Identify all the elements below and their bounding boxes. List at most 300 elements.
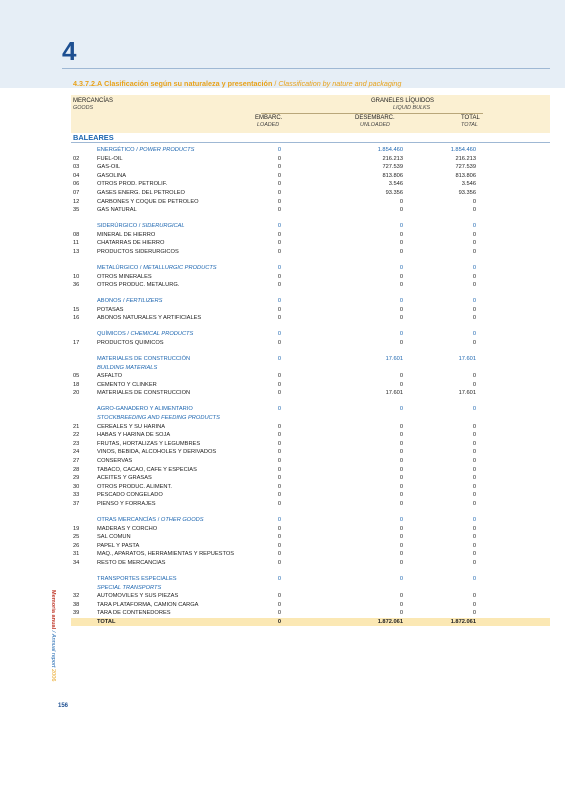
- row-code: 29: [73, 475, 80, 482]
- sidebar-year: 2006: [50, 669, 56, 682]
- cell-unloaded: 3.546: [388, 181, 403, 188]
- row-code: 37: [73, 501, 80, 507]
- category-subtitle-row: [71, 364, 550, 372]
- row-description: ACEITES Y GRASAS: [97, 475, 152, 482]
- cell-unloaded: 0: [399, 273, 403, 280]
- table-row: [71, 189, 550, 197]
- cell-total: 0: [472, 576, 476, 582]
- cell-loaded: 0: [277, 381, 281, 388]
- row-code: 08: [73, 231, 80, 238]
- table-row: [71, 457, 550, 465]
- row-description: GAS NATURAL: [97, 207, 137, 214]
- cell-unloaded: 0: [399, 298, 403, 305]
- row-description: OTROS PRODUC. METALURG.: [97, 282, 180, 289]
- cell-unloaded: 17.601: [385, 356, 403, 362]
- row-code: 31: [73, 551, 80, 558]
- cell-total: 0: [472, 265, 476, 271]
- cell-total: 0: [472, 449, 476, 456]
- row-code: 33: [73, 492, 80, 499]
- sidebar-caption: [50, 590, 56, 681]
- sidebar-slash: /: [50, 630, 56, 633]
- cell-loaded: 0: [277, 273, 281, 280]
- cell-unloaded: 0: [399, 373, 403, 380]
- header-goods-en: GOODS: [73, 105, 94, 111]
- cell-loaded: 0: [277, 440, 281, 447]
- cell-unloaded: 0: [399, 466, 403, 473]
- row-code: 30: [73, 483, 80, 490]
- row-code: 07: [73, 190, 80, 196]
- table-row: [71, 339, 550, 347]
- cell-unloaded: 0: [399, 282, 403, 289]
- cell-total: 1.854.460: [450, 147, 476, 153]
- cell-loaded: 0: [277, 306, 281, 313]
- category-label-es: MATERIALES DE CONSTRUCCIÓN: [97, 356, 191, 362]
- header-group-en: LIQUID BULKS: [393, 105, 431, 111]
- row-description: PESCADO CONGELADO: [97, 492, 163, 499]
- section-number: 4.3.7.2.A: [73, 79, 103, 88]
- cell-unloaded: 0: [399, 240, 403, 247]
- header-group-es: GRANELES LÍQUIDOS: [371, 98, 435, 104]
- table-row: [71, 559, 550, 567]
- row-description: RESTO DE MERCANCIAS: [97, 560, 166, 566]
- row-code: 20: [73, 390, 80, 397]
- category-label-es: OTRAS MERCANCÍAS: [97, 517, 157, 523]
- table-row: [71, 273, 550, 281]
- row-description: MAQ., APARATOS, HERRAMIENTAS Y REPUESTOS: [97, 551, 235, 558]
- row-code: 13: [73, 249, 80, 255]
- cell-loaded: 0: [277, 458, 281, 464]
- cell-total: 0: [472, 542, 476, 549]
- category-separator: /: [157, 517, 160, 523]
- cell-unloaded: 216.213: [382, 155, 403, 162]
- total-label: TOTAL: [97, 619, 116, 625]
- row-description: OTROS PRODUC. ALIMENT.: [97, 483, 172, 490]
- category-label: [97, 222, 185, 230]
- cell-unloaded: 0: [399, 601, 403, 608]
- cell-total: 0: [472, 475, 476, 482]
- cell-total: 727.539: [455, 164, 476, 171]
- cell-unloaded: 0: [399, 381, 403, 388]
- cell-total: 0: [472, 207, 476, 214]
- page-number: 156: [58, 703, 69, 709]
- row-code: 16: [73, 315, 80, 322]
- header-col-total-es: TOTAL: [461, 115, 480, 121]
- cell-total: 0: [472, 273, 476, 280]
- cell-total: 0: [472, 249, 476, 255]
- cell-unloaded: 813.806: [382, 172, 403, 179]
- cell-total: 0: [472, 198, 476, 205]
- cell-unloaded: 0: [399, 331, 403, 338]
- row-description: FUEL-OIL: [97, 155, 123, 162]
- row-description: TARA PLATAFORMA, CAMION CARGA: [97, 601, 199, 608]
- row-code: 39: [73, 610, 80, 617]
- cell-total: 0: [472, 483, 476, 490]
- cell-unloaded: 0: [399, 249, 403, 255]
- cell-unloaded: 0: [399, 432, 403, 439]
- category-subtitle-row: [71, 414, 550, 422]
- cell-unloaded: 0: [399, 406, 403, 413]
- row-description: TABACO, CACAO, CAFE Y ESPECIAS: [97, 466, 197, 473]
- cell-loaded: 0: [277, 164, 281, 171]
- cell-total: 0: [472, 240, 476, 247]
- table-row: [71, 474, 550, 482]
- table-row: [71, 448, 550, 456]
- cell-total: 0: [472, 525, 476, 532]
- cell-loaded: 0: [277, 190, 281, 196]
- table-row: [71, 500, 550, 508]
- row-code: 17: [73, 340, 80, 346]
- cell-unloaded: 1.872.061: [377, 619, 403, 625]
- row-description: STOCKBREEDING AND FEEDING PRODUCTS: [97, 415, 220, 421]
- cell-unloaded: 0: [399, 593, 403, 600]
- cell-loaded: 0: [277, 249, 281, 255]
- cell-total: 0: [472, 298, 476, 305]
- row-code: 26: [73, 542, 80, 549]
- row-code: 02: [73, 155, 80, 162]
- header-col-loaded-es: EMBARC.: [255, 115, 283, 121]
- row-description: POTASAS: [97, 306, 124, 313]
- cell-loaded: 0: [277, 265, 281, 271]
- category-label: [97, 405, 193, 413]
- cell-unloaded: 0: [399, 340, 403, 346]
- category-row: [71, 146, 550, 154]
- cell-loaded: 0: [277, 449, 281, 456]
- cell-unloaded: 0: [399, 223, 403, 230]
- row-description: AUTOMOVILES Y SUS PIEZAS: [97, 593, 179, 600]
- row-description: MATERIALES DE CONSTRUCCION: [97, 390, 191, 397]
- row-description: ABONOS NATURALES Y ARTIFICIALES: [97, 315, 202, 322]
- table-row: [71, 609, 550, 617]
- cell-loaded: 0: [277, 240, 281, 247]
- row-description: SAL COMUN: [97, 534, 131, 541]
- table-row: [71, 440, 550, 448]
- row-code: 35: [73, 207, 80, 214]
- cell-loaded: 0: [277, 483, 281, 490]
- row-description: MADERAS Y CORCHO: [97, 525, 158, 532]
- table-row: [71, 601, 550, 609]
- row-description: HABAS Y HARINA DE SOJA: [97, 432, 171, 439]
- table-row: [71, 239, 550, 247]
- row-description: MINERAL DE HIERRO: [97, 231, 156, 238]
- cell-total: 17.601: [458, 356, 476, 362]
- category-row: [71, 222, 550, 230]
- cell-total: 0: [472, 306, 476, 313]
- category-separator: /: [139, 265, 142, 271]
- cell-loaded: 0: [277, 223, 281, 230]
- cell-total: 0: [472, 223, 476, 230]
- cell-loaded: 0: [277, 298, 281, 305]
- table-row: [71, 423, 550, 431]
- table-row: [71, 491, 550, 499]
- cell-unloaded: 0: [399, 610, 403, 617]
- cell-loaded: 0: [277, 331, 281, 338]
- cell-unloaded: 0: [399, 315, 403, 322]
- cell-total: 0: [472, 282, 476, 289]
- cell-loaded: 0: [277, 551, 281, 558]
- row-code: 32: [73, 593, 80, 600]
- cell-unloaded: 0: [399, 534, 403, 541]
- cell-loaded: 0: [277, 517, 281, 523]
- category-label-en: SIDERURGICAL: [141, 223, 185, 230]
- cell-unloaded: 0: [399, 440, 403, 447]
- header-col-total-en: TOTAL: [461, 122, 478, 128]
- cell-unloaded: 0: [399, 542, 403, 549]
- row-code: 06: [73, 181, 80, 188]
- category-subtitle-row: [71, 584, 550, 592]
- row-code: 12: [73, 198, 80, 205]
- row-description: PIENSO Y FORRAJES: [97, 501, 156, 507]
- cell-total: 0: [472, 423, 476, 430]
- category-row: [71, 330, 550, 338]
- cell-unloaded: 93.356: [385, 190, 403, 196]
- cell-unloaded: 0: [399, 501, 403, 507]
- row-description: PRODUCTOS QUIMICOS: [97, 340, 164, 346]
- row-description: FRUTAS, HORTALIZAS Y LEGUMBRES: [97, 440, 201, 447]
- cell-total: 216.213: [455, 155, 476, 162]
- category-separator: /: [136, 147, 138, 153]
- row-description: OTROS PROD. PETROLIF.: [97, 181, 168, 188]
- category-label: [97, 355, 190, 363]
- category-row: [71, 355, 550, 363]
- cell-loaded: 0: [277, 198, 281, 205]
- category-label: [97, 146, 194, 154]
- category-label-en: POWER PRODUCTS: [139, 147, 195, 153]
- category-label-es: QUÍMICOS: [97, 331, 126, 338]
- cell-unloaded: 0: [399, 576, 403, 582]
- cell-loaded: 0: [277, 542, 281, 549]
- category-label-en: METALLURGIC PRODUCTS: [143, 265, 217, 271]
- cell-loaded: 0: [277, 172, 281, 179]
- row-description: VINOS, BEBIDA, ALCOHOLES Y DERIVADOS: [97, 449, 217, 456]
- cell-loaded: 0: [277, 231, 281, 238]
- section-separator: /: [274, 79, 277, 88]
- table-row: [71, 155, 550, 163]
- cell-unloaded: 0: [399, 517, 403, 523]
- cell-total: 0: [472, 381, 476, 388]
- cell-loaded: 0: [277, 155, 281, 162]
- cell-total: 0: [472, 406, 476, 413]
- cell-total: 0: [472, 315, 476, 322]
- row-code: 03: [73, 164, 80, 171]
- cell-loaded: 0: [277, 576, 281, 582]
- cell-loaded: 0: [277, 181, 281, 188]
- row-code: 38: [73, 601, 80, 608]
- cell-loaded: 0: [277, 315, 281, 322]
- row-code: 27: [73, 458, 80, 464]
- category-row: [71, 516, 550, 524]
- row-code: 19: [73, 525, 80, 532]
- category-label: [97, 264, 217, 272]
- row-code: 18: [73, 381, 80, 388]
- cell-unloaded: 1.854.460: [377, 147, 403, 153]
- cell-unloaded: 0: [399, 198, 403, 205]
- category-label: [97, 297, 162, 305]
- cell-total: 17.601: [458, 390, 476, 397]
- cell-loaded: 0: [277, 619, 281, 625]
- cell-unloaded: 0: [399, 551, 403, 558]
- category-label-es: SIDERÚRGICO: [97, 223, 138, 230]
- cell-loaded: 0: [277, 560, 281, 566]
- cell-loaded: 0: [277, 423, 281, 430]
- row-description: TARA DE CONTENEDORES: [97, 610, 171, 617]
- cell-loaded: 0: [277, 406, 281, 413]
- cell-total: 93.356: [458, 190, 476, 196]
- category-row: [71, 575, 550, 583]
- row-code: 21: [73, 423, 80, 430]
- category-label-en: CHEMICAL PRODUCTS: [130, 331, 194, 338]
- table-row: [71, 248, 550, 256]
- cell-loaded: 0: [277, 390, 281, 397]
- row-code: 24: [73, 449, 80, 456]
- cell-loaded: 0: [277, 525, 281, 532]
- table-row: [71, 180, 550, 188]
- table-row: [71, 466, 550, 474]
- row-description: SPECIAL TRANSPORTS: [97, 584, 162, 591]
- row-description: CEREALES Y SU HARINA: [97, 423, 166, 430]
- category-separator: /: [127, 331, 129, 338]
- cell-total: 0: [472, 331, 476, 338]
- row-code: 36: [73, 282, 80, 289]
- cell-total: 0: [472, 340, 476, 346]
- row-description: GASOLINA: [97, 172, 127, 179]
- header-goods-es: MERCANCÍAS: [73, 98, 114, 104]
- cell-loaded: 0: [277, 610, 281, 617]
- row-code: 25: [73, 534, 80, 541]
- row-description: CARBONES Y COQUE DE PETROLEO: [97, 198, 199, 205]
- category-row: [71, 405, 550, 413]
- sidebar-memoria: Memoria anual: [50, 590, 56, 630]
- cell-loaded: 0: [277, 593, 281, 600]
- table-row: [71, 550, 550, 558]
- cell-total: 0: [472, 593, 476, 600]
- cell-unloaded: 0: [399, 306, 403, 313]
- cell-unloaded: 0: [399, 231, 403, 238]
- cell-total: 0: [472, 440, 476, 447]
- row-description: GASES ENERG. DEL PETROLEO: [97, 190, 185, 196]
- cell-total: 0: [472, 458, 476, 464]
- category-label-es: AGRO-GANADERO Y ALIMENTARIO: [97, 406, 193, 413]
- cell-loaded: 0: [277, 282, 281, 289]
- row-description: OTROS MINERALES: [97, 273, 152, 280]
- chapter-number: 4: [62, 36, 77, 66]
- table-row: [71, 592, 550, 600]
- cell-total: 0: [472, 560, 476, 566]
- table-row: [71, 314, 550, 322]
- cell-unloaded: 0: [399, 207, 403, 214]
- category-row: [71, 297, 550, 305]
- cell-total: 0: [472, 231, 476, 238]
- table-row: [71, 231, 550, 239]
- row-code: 11: [73, 240, 79, 247]
- category-label-en: FERTILIZERS: [126, 298, 163, 305]
- cell-loaded: 0: [277, 373, 281, 380]
- cell-total: 0: [472, 373, 476, 380]
- category-label: [97, 330, 193, 338]
- table-row: [71, 525, 550, 533]
- row-description: CEMENTO Y CLINKER: [97, 381, 157, 388]
- cell-unloaded: 17.601: [385, 390, 403, 397]
- cell-loaded: 0: [277, 432, 281, 439]
- table-row: [71, 306, 550, 314]
- cell-total: 0: [472, 610, 476, 617]
- row-description: GAS-OIL: [97, 164, 121, 171]
- category-separator: /: [122, 298, 125, 305]
- header-col-unloaded-en: UNLOADED: [360, 122, 390, 128]
- row-description: BUILDING MATERIALS: [97, 364, 158, 371]
- cell-unloaded: 0: [399, 449, 403, 456]
- row-description: PRODUCTOS SIDERURGICOS: [97, 249, 179, 255]
- row-description: CHATARRAS DE HIERRO: [97, 240, 165, 247]
- section-title-en: Classification by nature and packaging: [278, 79, 402, 88]
- cell-loaded: 0: [277, 534, 281, 541]
- table-row: [71, 372, 550, 380]
- cell-total: 0: [472, 517, 476, 523]
- total-row: [71, 618, 550, 626]
- cell-unloaded: 0: [399, 475, 403, 482]
- table-row: [71, 483, 550, 491]
- cell-unloaded: 727.539: [382, 164, 403, 171]
- table-row: [71, 163, 550, 171]
- table-row: [71, 542, 550, 550]
- row-code: 04: [73, 172, 80, 179]
- cell-total: 0: [472, 432, 476, 439]
- cell-total: 0: [472, 551, 476, 558]
- row-description: PAPEL Y PASTA: [97, 542, 140, 549]
- table-row: [71, 533, 550, 541]
- table-row: [71, 281, 550, 289]
- header-col-unloaded-es: DESEMBARC.: [355, 115, 395, 121]
- category-row: [71, 264, 550, 272]
- cell-total: 0: [472, 466, 476, 473]
- row-code: 05: [73, 373, 80, 380]
- table-row: [71, 172, 550, 180]
- category-label-es: METALÚRGICO: [97, 265, 139, 271]
- category-label-es: TRANSPORTES ESPECIALES: [97, 576, 177, 582]
- category-label: [97, 575, 177, 583]
- row-code: 34: [73, 560, 80, 566]
- row-description: CONSERVAS: [97, 458, 133, 464]
- cell-unloaded: 0: [399, 483, 403, 490]
- cell-loaded: 0: [277, 475, 281, 482]
- cell-total: 0: [472, 492, 476, 499]
- cell-unloaded: 0: [399, 492, 403, 499]
- table-row: [71, 389, 550, 397]
- header-col-loaded-en: LOADED: [257, 122, 280, 128]
- section-title-es: Clasificación según su naturaleza y presentación: [104, 79, 273, 88]
- region-label: BALEARES: [73, 133, 114, 142]
- table-row: [71, 381, 550, 389]
- cell-loaded: 0: [277, 601, 281, 608]
- cell-unloaded: 0: [399, 265, 403, 271]
- cell-loaded: 0: [277, 147, 281, 153]
- row-code: 15: [73, 306, 80, 313]
- cell-unloaded: 0: [399, 423, 403, 430]
- category-label-es: ABONOS: [97, 298, 122, 305]
- cell-loaded: 0: [277, 492, 281, 499]
- row-code: 28: [73, 466, 80, 473]
- category-separator: /: [138, 223, 141, 230]
- cell-unloaded: 0: [399, 525, 403, 532]
- cell-unloaded: 0: [399, 560, 403, 566]
- table-row: [71, 198, 550, 206]
- table-row: [71, 206, 550, 214]
- cell-total: 0: [472, 501, 476, 507]
- category-label-es: ENERGÉTICO: [97, 147, 135, 153]
- table-row: [71, 431, 550, 439]
- cell-total: 3.546: [461, 181, 476, 188]
- sidebar-annual: Annual report: [50, 633, 56, 668]
- cell-total: 1.872.061: [450, 619, 476, 625]
